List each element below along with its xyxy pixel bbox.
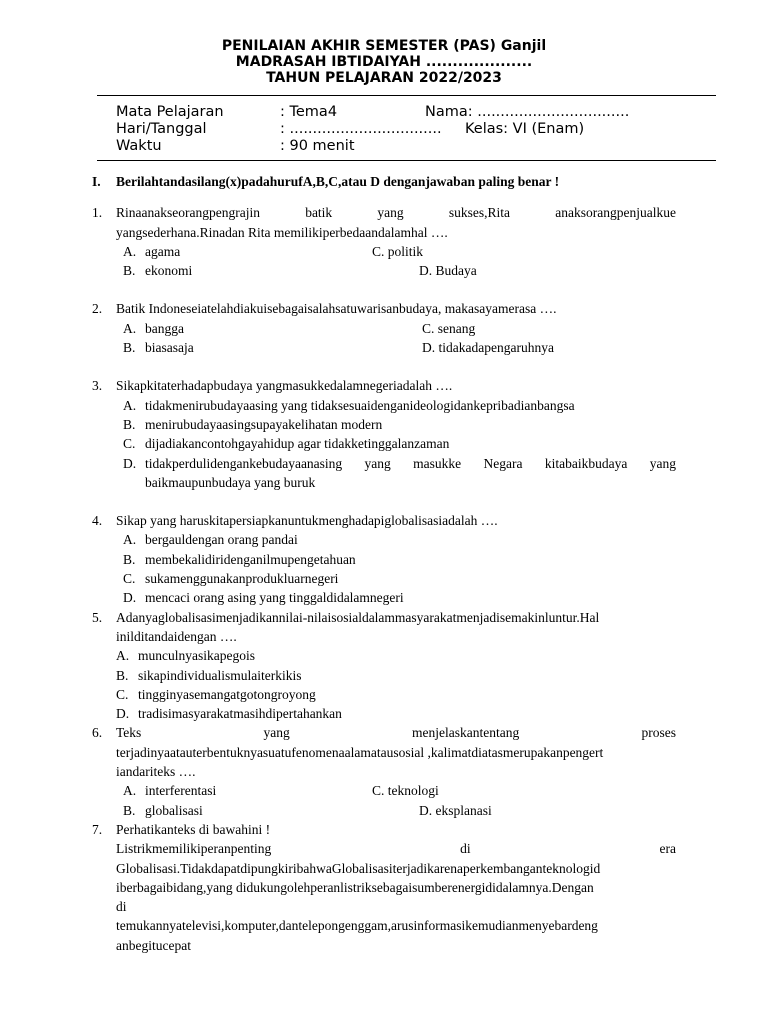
option-d: D. tidakperdulidengankebudayaanasing yang masukke Negara kitabaikbudaya yang xyxy=(123,455,676,471)
option-d: D. tidakadapengaruhnya xyxy=(422,340,554,356)
question-3 xyxy=(92,376,676,492)
info-row-time xyxy=(116,138,716,155)
info-row-subject xyxy=(116,104,716,121)
question-number: 4. xyxy=(92,513,103,529)
question-text-line: Sikapkitaterhadapbudaya yangmasukkedalamnegeriadalah …. xyxy=(116,378,453,394)
instruction xyxy=(92,172,676,191)
passage-line: Globalisasi.TidakdapatdipungkiribahwaGlobalisasiterjadikarenaperkembanganteknologid xyxy=(116,860,601,876)
option-a: A. tidakmenirubudayaasing yang tidaksesuaidenganideologidankepribadianbangsa xyxy=(123,397,575,413)
info-row-date xyxy=(116,121,716,138)
option-d: D. eksplanasi xyxy=(419,802,492,818)
passage-line: temukannyatelevisi,komputer,dantelepongenggam,arusinformasikemudianmenyebardeng xyxy=(116,918,598,934)
question-6 xyxy=(92,723,676,819)
question-text-line: Teks yang menjelaskantentang proses xyxy=(116,725,676,741)
question-number: 1. xyxy=(92,205,103,221)
option-c: C. senang xyxy=(422,320,476,336)
exam-info xyxy=(116,104,716,155)
option-c: C. politik xyxy=(372,243,424,259)
option-b: B. membekalidiridenganilmupengetahuan xyxy=(123,551,356,567)
question-text-line: Sikap yang haruskitapersiapkanuntukmenghadapiglobalisasiadalah …. xyxy=(116,513,498,529)
question-number: 6. xyxy=(92,725,103,741)
passage-line: Listrikmemilikiperanpenting di era xyxy=(116,841,676,857)
option-d: D. tradisimasyarakatmasihdipertahankan xyxy=(116,706,342,722)
option-row xyxy=(123,319,676,338)
question-sheet xyxy=(92,172,676,955)
subject-label: Mata Pelajaran xyxy=(116,104,224,120)
option-d: D. Budaya xyxy=(419,263,477,279)
time-value: : 90 menit xyxy=(280,138,355,154)
question-text-line: Batik Indoneseiatelahdiakuisebagaisalahsatuwarisanbudaya, makasayamerasa …. xyxy=(116,301,557,317)
question-5 xyxy=(92,608,676,724)
top-divider xyxy=(97,95,716,96)
option-a: A. munculnyasikapegois xyxy=(116,648,255,664)
passage-line: anbegitucepat xyxy=(116,937,191,953)
passage-line: di xyxy=(116,899,127,915)
option-row xyxy=(123,242,676,261)
option-c: C. teknologi xyxy=(372,783,439,799)
academic-year: TAHUN PELAJARAN 2022/2023 xyxy=(266,70,502,86)
time-label: Waktu xyxy=(116,138,162,154)
passage-line: iberbagaibidang,yang didukungolehperanlistriksebagaisumberenergididalamnya.Dengan xyxy=(116,879,594,895)
option-a: A. agama xyxy=(123,243,181,259)
question-number: 5. xyxy=(92,609,103,625)
name-field: Nama: ................................. xyxy=(425,104,630,120)
school-name: MADRASAH IBTIDAIYAH .................... xyxy=(235,54,533,70)
question-number: 2. xyxy=(92,301,103,317)
option-a: A. interferentasi xyxy=(123,783,217,799)
option-b: B. sikapindividualismulaiterkikis xyxy=(116,667,302,683)
option-b: B. globalisasi xyxy=(123,802,203,818)
question-1 xyxy=(92,203,676,280)
question-text-line: Rinaanakseorangpengrajin batik yang sukses,Rita anaksorangpenjualkue xyxy=(116,205,676,221)
question-text-line: terjadinyaatauterbentuknyasuatufenomenaalamatausosial ,kalimatdiatasmerupakanpengert xyxy=(116,744,604,760)
subject-value: : Tema4 xyxy=(280,104,338,120)
exam-header xyxy=(0,38,768,86)
option-b: B. biasasaja xyxy=(123,340,194,356)
option-row xyxy=(123,801,676,820)
question-7 xyxy=(92,820,676,955)
option-row xyxy=(123,338,676,357)
date-value: : ................................. xyxy=(280,121,442,137)
option-c: C. sukamenggunakanprodukluarnegeri xyxy=(123,571,339,587)
question-text-line: Adanyaglobalisasimenjadikannilai-nilaisosialdalammasyarakatmenjadisemakinluntur.Hal xyxy=(116,609,600,625)
question-text-line: iandariteks …. xyxy=(116,764,196,780)
question-2 xyxy=(92,299,676,357)
option-row xyxy=(123,781,676,800)
question-number: 7. xyxy=(92,821,103,837)
option-c: C. dijadiakancontohgayahidup agar tidakketinggalanzaman xyxy=(123,436,450,452)
option-d: D. mencaci orang asing yang tinggaldidalamnegeri xyxy=(123,590,404,606)
option-a: A. bangga xyxy=(123,320,184,336)
exam-title: PENILAIAN AKHIR SEMESTER (PAS) Ganjil xyxy=(221,38,547,54)
option-a: A. bergauldengan orang pandai xyxy=(123,532,298,548)
option-d-continued: baikmaupunbudaya yang buruk xyxy=(145,474,316,490)
question-text-line: yangsederhana.Rinadan Rita memilikiperbedaandalamhal …. xyxy=(116,224,448,240)
question-text-line: Perhatikanteks di bawahini ! xyxy=(116,821,271,837)
option-b: B. ekonomi xyxy=(123,263,193,279)
option-row xyxy=(123,261,676,280)
option-b: B. menirubudayaasingsupayakelihatan modern xyxy=(123,416,383,432)
bottom-divider xyxy=(97,160,716,161)
question-text-line: inilditandaidengan …. xyxy=(116,628,237,644)
instruction-text: Berilahtandasilang(x)padahurufA,B,C,atau D denganjawaban paling benar ! xyxy=(116,174,560,189)
section-number: I. xyxy=(92,174,101,189)
question-number: 3. xyxy=(92,378,103,394)
question-4 xyxy=(92,511,676,607)
option-c: C. tingginyasemangatgotongroyong xyxy=(116,686,316,702)
date-label: Hari/Tanggal xyxy=(116,121,207,137)
class-field: Kelas: VI (Enam) xyxy=(465,121,585,137)
